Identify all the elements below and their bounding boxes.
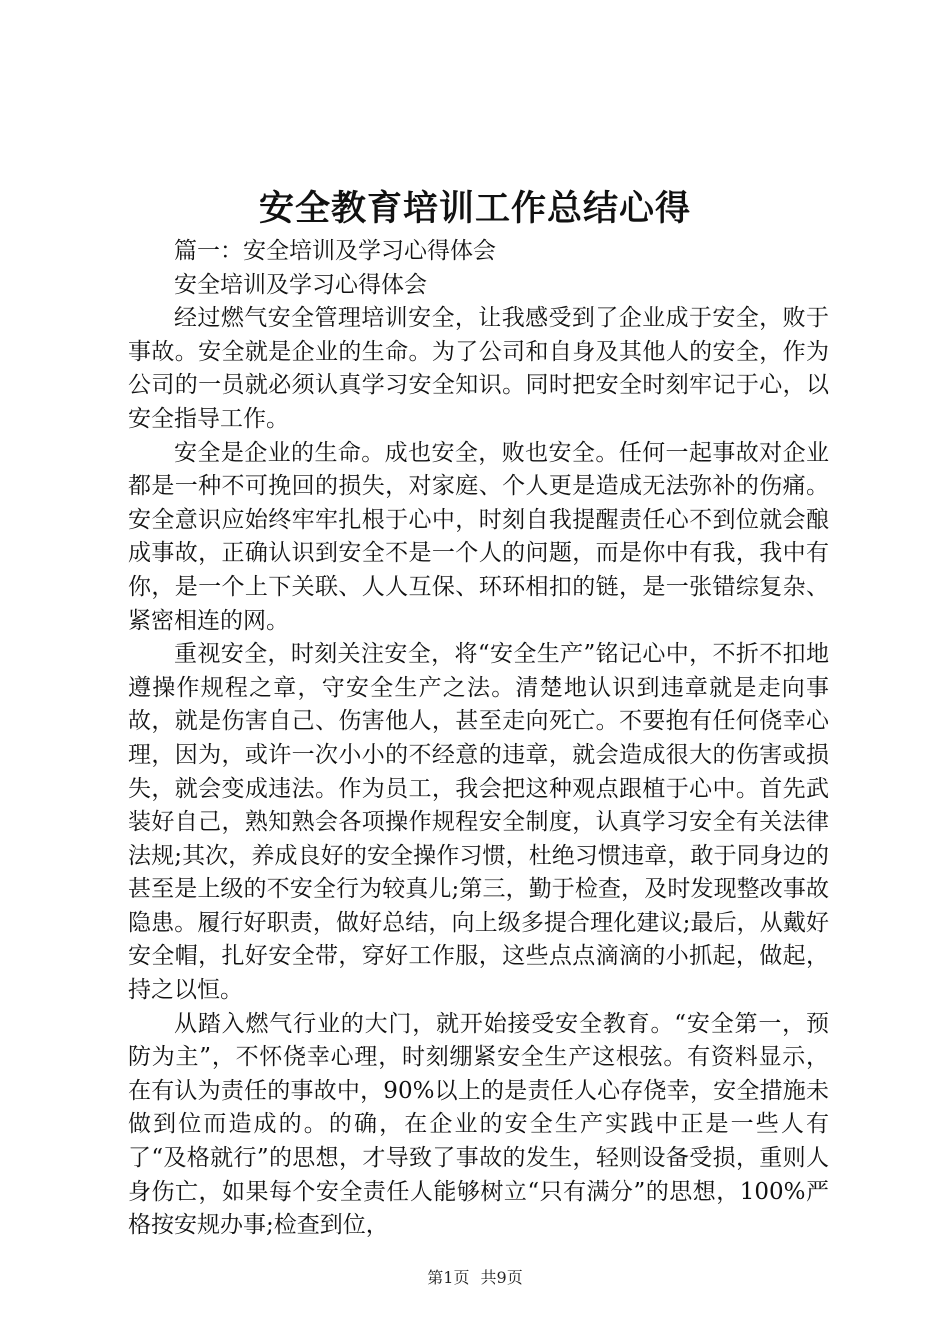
- current-page-number: 第1页: [427, 1268, 470, 1287]
- subsection-heading: 安全培训及学习心得体会: [174, 271, 427, 298]
- paragraph: 重视安全，时刻关注安全，将“安全生产”铭记心中，不折不扣地遵操作规程之章，守安全生产之法。清楚地认识到违章就是走向事故，就是伤害自己、伤害他人，甚至走向死亡。不要抱有任何侥幸心理，因为，或许一次小小的不经意的违章，就会造成很大的伤害或损失，就会变成违法。作为员工，我会把这种观点跟植于心中。首先武装好自己，熟知熟会各项操作规程安全制度，认真学习安全有关法律法规;其次，养成良好的安全操作习惯，杜绝习惯违章，敢于同身边的甚至是上级的不安全行为较真儿;第三，勤于检查，及时发现整改事故隐患。履行好职责，做好总结，向上级多提合理化建议;最后，从戴好安全帽，扎好安全带，穿好工作服，这些点点滴滴的小抓起，做起，持之以恒。: [128, 641, 829, 1004]
- total-pages: 共9页: [480, 1268, 523, 1287]
- page-footer: [0, 1267, 950, 1289]
- document-title: 安全教育培训工作总结心得: [258, 188, 691, 229]
- paragraph: 从踏入燃气行业的大门，就开始接受安全教育。“安全第一，预防为主”，不怀侥幸心理，时刻绷紧安全生产这根弦。有资料显示，在有认为责任的事故中，90%以上的是责任人心存侥幸，安全措施未做到位而造成的。的确，在企业的安全生产实践中正是一些人有了“及格就行”的思想，才导致了事故的发生，轻则设备受损，重则人身伤亡，如果每个安全责任人能够树立“只有满分”的思想，100%严格按安规办事;检查到位，: [128, 1010, 829, 1239]
- paragraph: 经过燃气安全管理培训安全，让我感受到了企业成于安全，败于事故。安全就是企业的生命。为了公司和自身及其他人的安全，作为公司的一员就必须认真学习安全知识。同时把安全时刻牢记于心，以安全指导工作。: [128, 305, 829, 432]
- section-heading: 篇一：安全培训及学习心得体会: [174, 238, 496, 264]
- document-body: [128, 235, 829, 1243]
- paragraph: 安全是企业的生命。成也安全，败也安全。任何一起事故对企业都是一种不可挽回的损失，对家庭、个人更是造成无法弥补的伤痛。安全意识应始终牢牢扎根于心中，时刻自我提醒责任心不到位就会酿成事故，正确认识到安全不是一个人的问题，而是你中有我，我中有你，是一个上下关联、人人互保、环环相扣的链，是一张错综复杂、紧密相连的网。: [128, 439, 829, 634]
